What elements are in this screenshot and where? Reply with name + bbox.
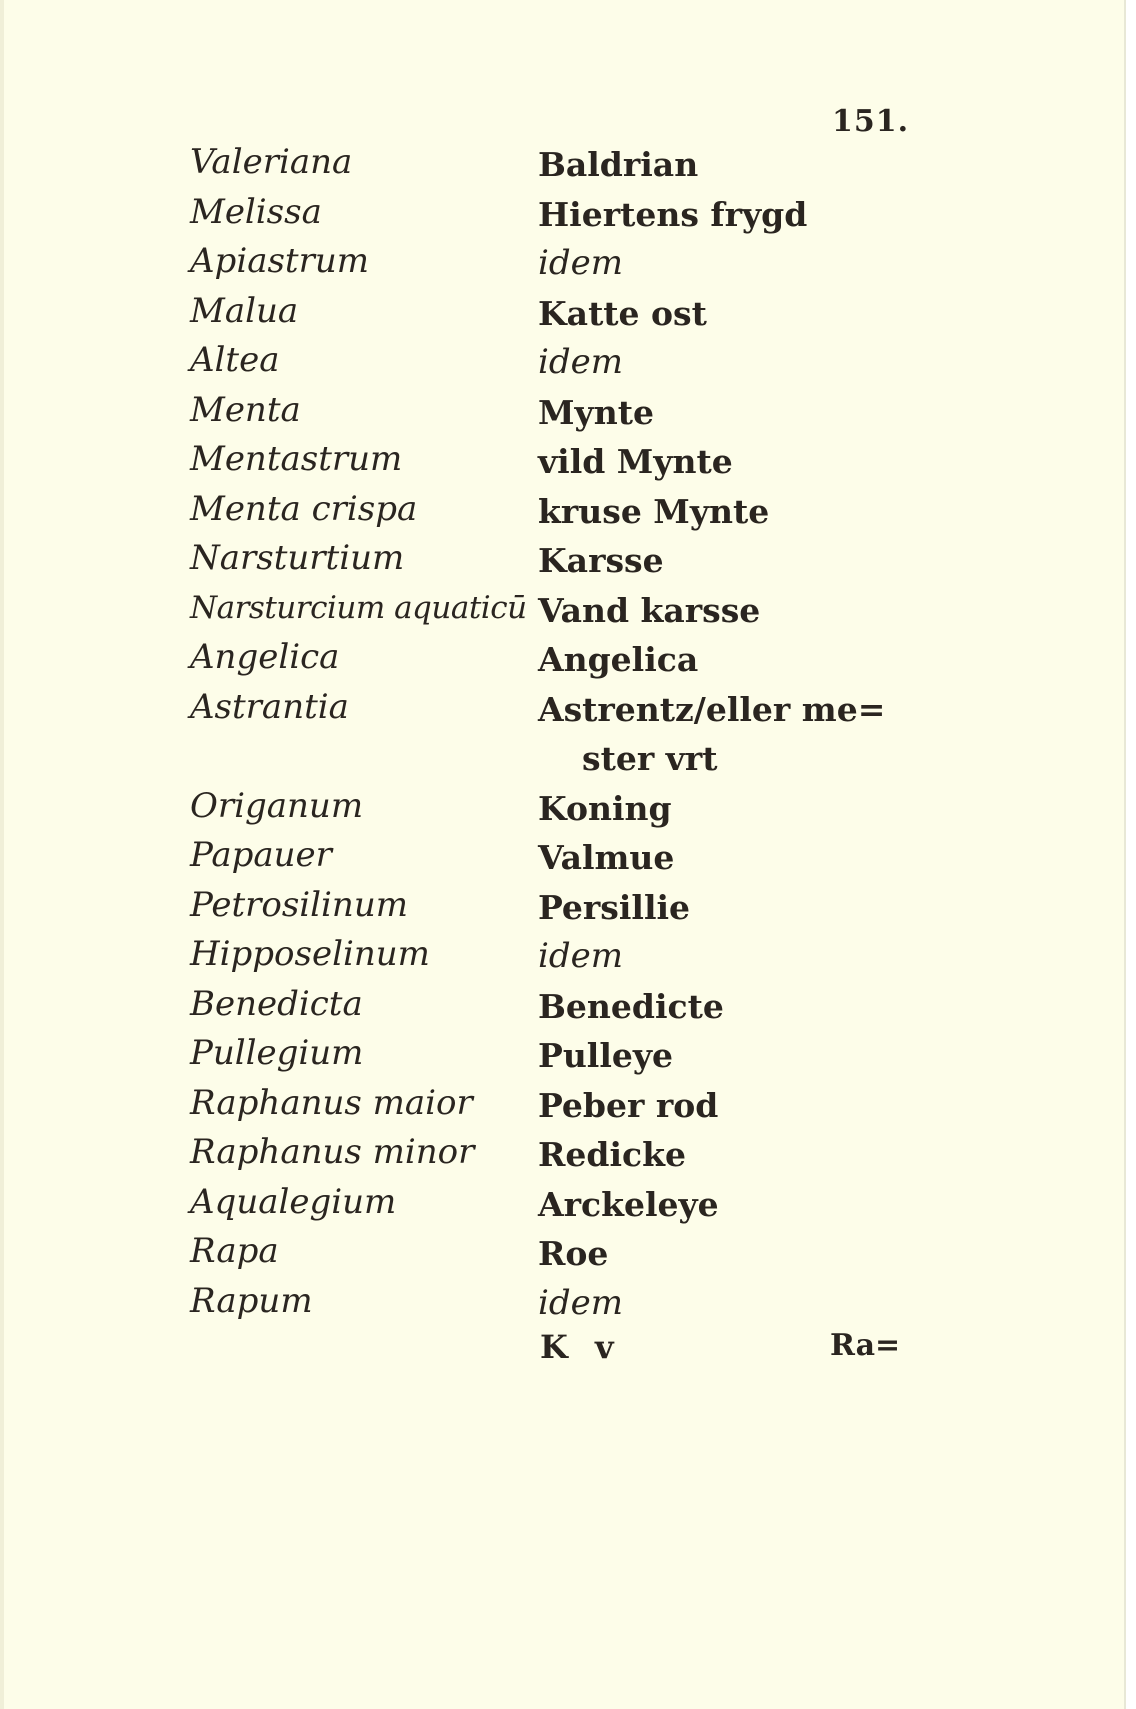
glossary-entry — [190, 1180, 970, 1230]
vernacular-term: Valmue — [538, 838, 675, 877]
glossary-entry — [190, 338, 970, 388]
latin-term: Aqualegium — [190, 1181, 397, 1222]
latin-term: Raphanus minor — [190, 1132, 475, 1172]
latin-term: Malua — [190, 290, 299, 331]
vernacular-term: idem — [538, 243, 623, 283]
glossary-entry — [190, 140, 970, 190]
vernacular-term-multiline — [538, 685, 978, 784]
glossary-entry — [190, 1229, 970, 1279]
vernacular-term-continuation: ster vrt — [582, 739, 718, 778]
vernacular-term: Angelica — [538, 640, 699, 679]
vernacular-term: Mynte — [538, 392, 654, 432]
vernacular-term: Vand karsse — [538, 590, 761, 630]
page-edge — [0, 0, 4, 1709]
glossary-entry — [190, 833, 970, 883]
glossary-entry — [190, 437, 970, 487]
vernacular-term: Hiertens frygd — [538, 194, 808, 234]
latin-term: Petrosilinum — [190, 884, 408, 925]
vernacular-term: Katte ost — [538, 293, 707, 333]
vernacular-term: Karsse — [538, 541, 664, 580]
glossary-entry — [190, 289, 970, 339]
vernacular-term: idem — [538, 936, 623, 976]
glossary-entry — [190, 388, 970, 438]
latin-term: Hipposelinum — [190, 934, 430, 974]
glossary-entry — [190, 635, 970, 685]
glossary-entry — [190, 239, 970, 289]
page-number: 151. — [832, 104, 910, 139]
vernacular-term: idem — [538, 342, 623, 382]
vernacular-term: Arckeleye — [538, 1184, 719, 1224]
latin-term: Menta crispa — [190, 488, 418, 529]
catchword: Ra= — [830, 1328, 901, 1363]
vernacular-term: Pulleye — [538, 1036, 674, 1075]
latin-term: Raphanus maior — [190, 1082, 473, 1123]
latin-term: Rapum — [190, 1280, 313, 1321]
signature-mark: K v — [540, 1328, 622, 1366]
vernacular-term: Persillie — [538, 887, 691, 927]
glossary-entry — [190, 685, 970, 784]
latin-term: Benedicta — [190, 983, 363, 1024]
vernacular-term: Peber rod — [538, 1085, 719, 1125]
glossary-entry — [190, 883, 970, 933]
latin-term: Altea — [190, 340, 280, 380]
latin-term: Pullegium — [190, 1033, 364, 1073]
glossary-list — [190, 140, 970, 1328]
latin-term: Apiastrum — [190, 241, 369, 281]
glossary-entry — [190, 784, 970, 834]
latin-term: Papauer — [190, 835, 332, 875]
glossary-entry — [190, 487, 970, 537]
latin-term: Angelica — [190, 637, 340, 677]
latin-term: Melissa — [190, 191, 322, 232]
glossary-entry — [190, 932, 970, 982]
vernacular-term: idem — [538, 1282, 623, 1323]
glossary-entry — [190, 586, 970, 636]
vernacular-term: kruse Mynte — [538, 491, 770, 531]
latin-term: Mentastrum — [190, 439, 403, 479]
glossary-entry — [190, 190, 970, 240]
vernacular-term: Redicke — [538, 1135, 686, 1174]
vernacular-term: Koning — [538, 788, 672, 828]
vernacular-term: Benedicte — [538, 986, 724, 1026]
vernacular-term: Astrentz/eller me= — [538, 689, 886, 729]
vernacular-term: Baldrian — [538, 145, 699, 184]
latin-term: Valeriana — [190, 142, 353, 182]
glossary-entry — [190, 1130, 970, 1180]
glossary-entry — [190, 1081, 970, 1131]
latin-term: Origanum — [190, 785, 364, 826]
vernacular-term: vild Mynte — [538, 442, 733, 481]
latin-term: Narsturtium — [190, 538, 405, 578]
latin-term: Menta — [190, 389, 301, 430]
latin-term: Rapa — [190, 1231, 279, 1271]
glossary-entry — [190, 536, 970, 586]
glossary-entry — [190, 1031, 970, 1081]
latin-term: Astrantia — [190, 686, 349, 727]
glossary-entry — [190, 1279, 970, 1329]
vernacular-term: Roe — [538, 1234, 609, 1273]
glossary-entry — [190, 982, 970, 1032]
latin-term: Narsturcium aquaticū — [190, 589, 527, 626]
